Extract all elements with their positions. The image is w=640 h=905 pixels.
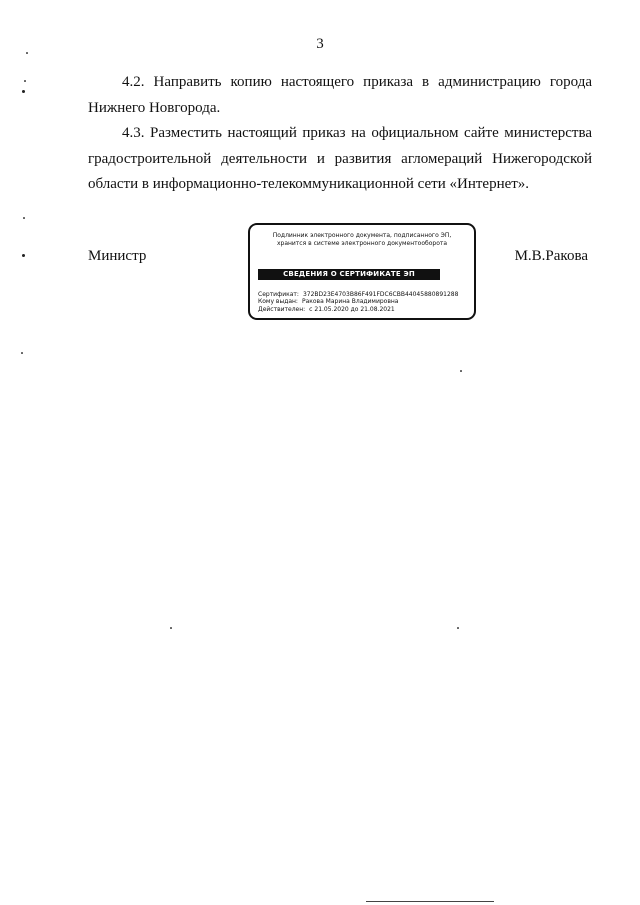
stamp-certificate-info bbox=[258, 291, 458, 313]
scan-speck bbox=[170, 627, 172, 629]
signatory-name: М.В.Ракова bbox=[514, 248, 588, 264]
stamp-header bbox=[250, 232, 474, 248]
validity-value: с 21.05.2020 до 21.08.2021 bbox=[309, 305, 395, 313]
scan-speck bbox=[22, 254, 25, 257]
scan-speck bbox=[26, 52, 28, 54]
e-signature-stamp bbox=[248, 223, 476, 320]
issued-to-label: Кому выдан: bbox=[258, 298, 298, 306]
stamp-header-line-2: хранится в системе электронного документооборота bbox=[276, 240, 448, 247]
scan-speck bbox=[457, 627, 459, 629]
paragraph-4-2: 4.2. Направить копию настоящего приказа в администрацию города Нижнего Новгорода. bbox=[88, 74, 592, 116]
validity-row bbox=[258, 306, 458, 313]
scan-speck bbox=[460, 370, 462, 372]
issued-to-row bbox=[258, 298, 458, 305]
signatory-title: Министр bbox=[88, 248, 147, 264]
stamp-banner: СВЕДЕНИЯ О СЕРТИФИКАТЕ ЭП bbox=[258, 269, 440, 280]
validity-label: Действителен: bbox=[258, 305, 306, 313]
issued-to-value: Ракова Марина Владимировна bbox=[301, 298, 399, 306]
scan-speck bbox=[21, 352, 23, 354]
scan-speck bbox=[24, 80, 26, 82]
scan-speck bbox=[23, 217, 25, 219]
page-number: 3 bbox=[316, 36, 324, 52]
certificate-value: 372BD23E4703B86F491FDC6CBB44045880891288 bbox=[302, 291, 459, 298]
paragraph-4-3: 4.3. Разместить настоящий приказ на официальном сайте министерства градостроительной деятельности и развития агломераций Нижегородской области в информационно-телекоммуникационной сети «Интернет». bbox=[88, 125, 592, 192]
certificate-label: Сертификат: bbox=[258, 291, 299, 298]
scan-edge-line bbox=[366, 901, 494, 902]
certificate-row bbox=[258, 291, 458, 298]
stamp-header-line-1: Подлинник электронного документа, подписанного ЭП, bbox=[272, 232, 452, 239]
scan-speck bbox=[22, 90, 25, 93]
